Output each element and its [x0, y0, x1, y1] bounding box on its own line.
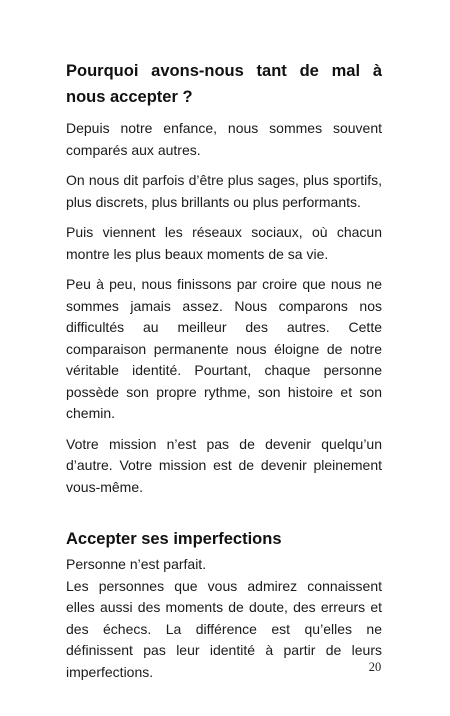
paragraph: Depuis notre enfance, nous sommes souvent comparés aux autres.: [66, 120, 382, 158]
paragraph: Puis viennent les réseaux sociaux, où chacun montre les plus beaux moments de sa vie.: [66, 224, 382, 262]
paragraph: Les personnes que vous admirez connaissent elles aussi des moments de doute, des erreurs et des échecs. La différence est qu’elles ne définissent pas leur identité à partir de leurs imperfections.: [66, 577, 382, 680]
section-heading-self-acceptance: Pourquoi avons-nous tant de mal à nous accepter ?: [66, 62, 382, 106]
paragraph: Peu à peu, nous finissons par croire que nous ne sommes jamais assez. Nous comparons nos difficultés au meilleur des autres. Cette comparaison permanente nous éloigne de notre véritable identité. Pourtant, chaque personne possède son propre rythme, son histoire et son chemin.: [66, 276, 382, 421]
page-number: 20: [368, 660, 382, 674]
page-content: [66, 58, 382, 692]
paragraph: On nous dit parfois d’être plus sages, plus sportifs, plus discrets, plus brillants ou plus performants.: [66, 172, 382, 210]
section-heading-imperfections: Accepter ses imperfections: [66, 530, 282, 548]
paragraph: Personne n’est parfait.: [66, 556, 207, 572]
paragraph: Votre mission n’est pas de devenir quelqu’un d’autre. Votre mission est de devenir pleinement vous-même.: [66, 435, 382, 495]
